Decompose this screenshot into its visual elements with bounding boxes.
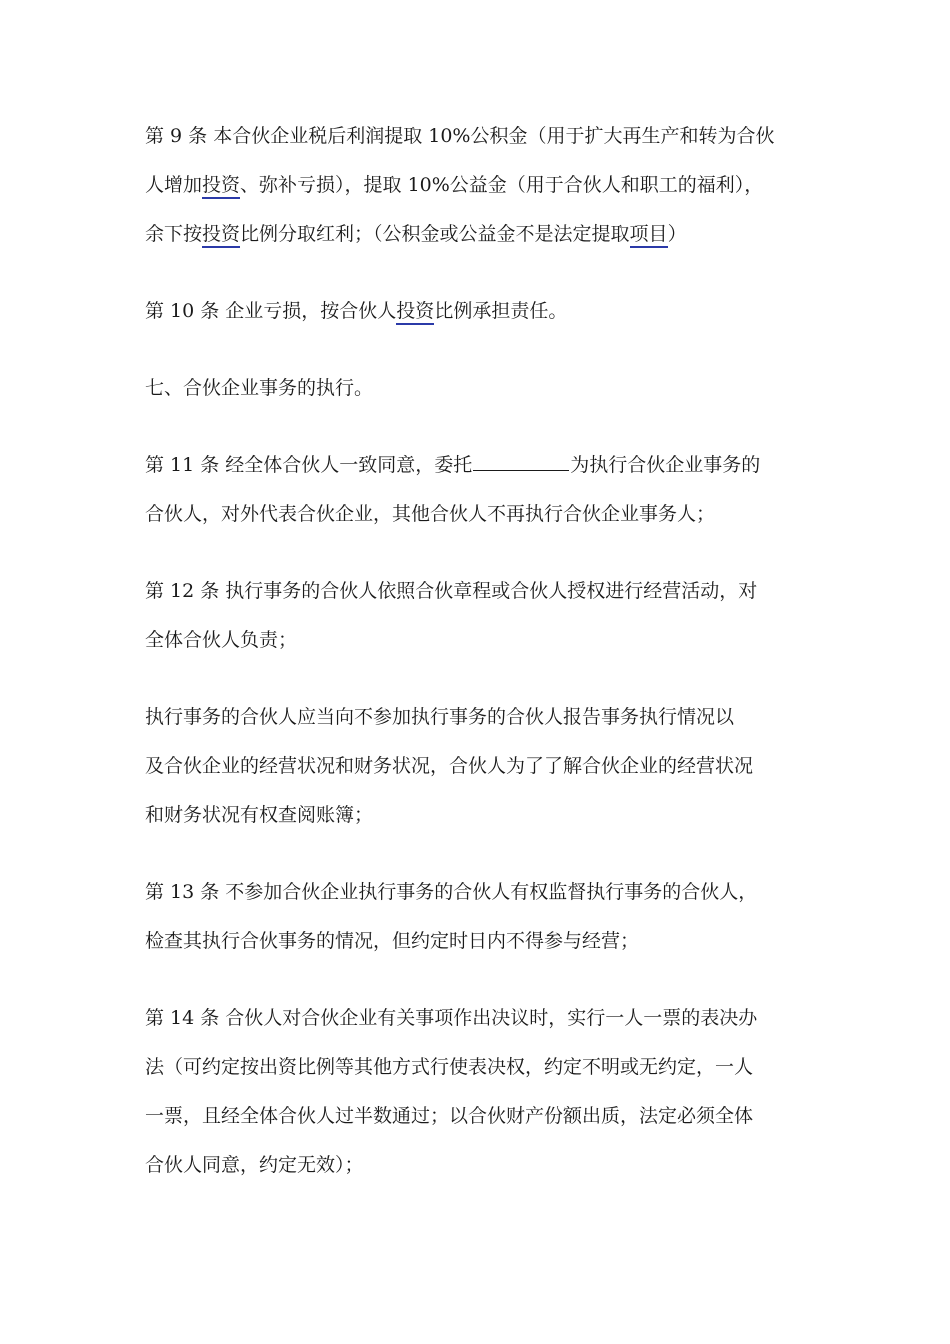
investment-link[interactable]: 投资 <box>202 174 240 199</box>
article-13-line-2: 检查其执行合伙事务的情况，但约定时日内不得参与经营； <box>145 930 640 952</box>
article-12 <box>145 567 810 665</box>
article-10 <box>145 287 810 336</box>
article-12-line-2: 全体合伙人负责； <box>145 629 298 651</box>
article-9-line-1: 第 9 条 本合伙企业税后利润提取 10%公积金（用于扩大再生产和转为合伙 <box>145 125 775 147</box>
investment-link[interactable]: 投资 <box>396 300 434 325</box>
text-segment: 第 11 条 经全体合伙人一致同意，委托 <box>145 454 473 476</box>
text-segment: ） <box>667 223 687 245</box>
article-12-continued <box>145 693 810 840</box>
article-12-line-1: 第 12 条 执行事务的合伙人依照合伙章程或合伙人授权进行经营活动，对 <box>145 580 758 602</box>
article-9-line-3 <box>145 210 810 259</box>
investment-link[interactable]: 投资 <box>202 223 240 248</box>
fill-in-blank[interactable] <box>473 453 569 471</box>
article-12-continued-line-1: 执行事务的合伙人应当向不参加执行事务的合伙人报告事务执行情况以 <box>145 706 735 728</box>
article-13 <box>145 868 810 966</box>
text-segment: 余下按 <box>145 223 203 245</box>
section-7-heading <box>145 364 810 413</box>
text-segment: 比例分取红利；（公积金或公益金不是法定提取 <box>240 223 630 245</box>
text-segment: 比例承担责任。 <box>434 300 568 322</box>
text-segment: 为执行合伙企业事务的 <box>570 454 761 476</box>
article-14-line-3: 一票，且经全体合伙人过半数通过；以合伙财产份额出质，法定必须全体 <box>145 1105 754 1127</box>
text-segment: 、弥补亏损），提取 10%公益金（用于合伙人和职工的福利）， <box>240 174 764 196</box>
article-13-line-1: 第 13 条 不参加合伙企业执行事务的合伙人有权监督执行事务的合伙人， <box>145 881 758 903</box>
section-7-heading-text: 七、合伙企业事务的执行。 <box>145 377 374 399</box>
article-14 <box>145 994 810 1190</box>
project-link[interactable]: 项目 <box>630 223 668 248</box>
article-11 <box>145 441 810 539</box>
article-12-continued-line-2: 及合伙企业的经营状况和财务状况，合伙人为了了解合伙企业的经营状况 <box>145 755 754 777</box>
article-10-line-1 <box>145 287 810 336</box>
article-9-line-2 <box>145 161 810 210</box>
article-14-line-4: 合伙人同意，约定无效）； <box>145 1154 364 1176</box>
text-segment: 人增加 <box>145 174 203 196</box>
article-14-line-1: 第 14 条 合伙人对合伙企业有关事项作出决议时，实行一人一票的表决办 <box>145 1007 758 1029</box>
article-9 <box>145 112 810 259</box>
article-11-line-2: 合伙人，对外代表合伙企业，其他合伙人不再执行合伙企业事务人； <box>145 503 716 525</box>
article-12-continued-line-3: 和财务状况有权查阅账簿； <box>145 804 374 826</box>
article-14-line-2: 法（可约定按出资比例等其他方式行使表决权，约定不明或无约定，一人 <box>145 1056 754 1078</box>
article-11-line-1 <box>145 441 810 490</box>
text-segment: 第 10 条 企业亏损，按合伙人 <box>145 300 397 322</box>
document-page <box>145 112 810 1218</box>
